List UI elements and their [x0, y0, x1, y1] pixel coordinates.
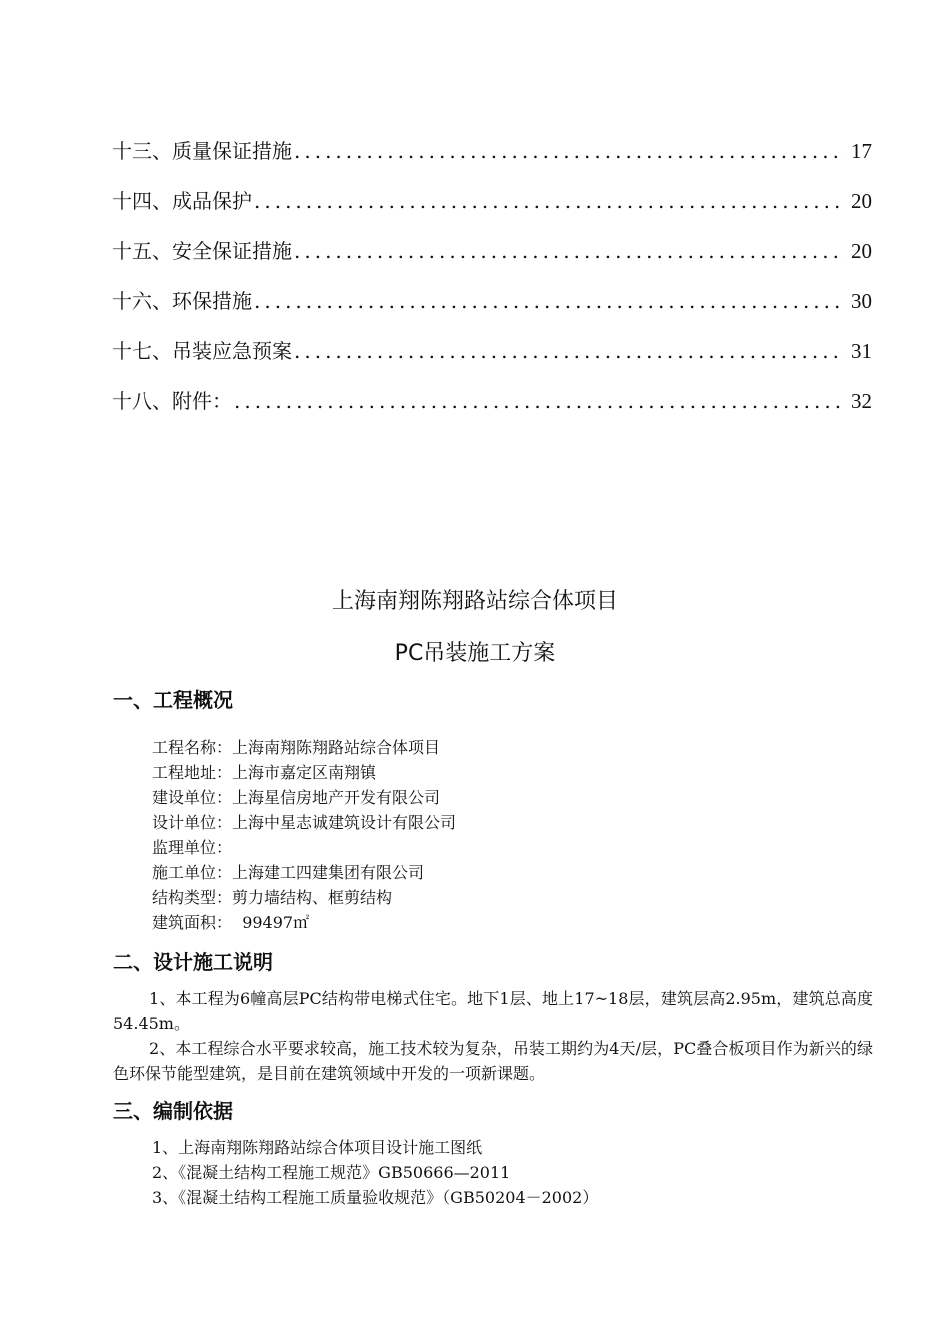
info-value: 剪力墙结构、框剪结构	[232, 888, 393, 907]
toc-entry-page: 20	[851, 239, 872, 263]
list-item: 2、《混凝土结构工程施工规范》GB50666—2011	[152, 1163, 511, 1182]
info-value: 上海南翔陈翔路站综合体项目	[232, 738, 441, 757]
toc-entry-page: 31	[851, 339, 872, 363]
document-title: 上海南翔陈翔路站综合体项目	[331, 589, 618, 614]
info-key: 工程名称：	[152, 738, 233, 757]
info-row	[152, 760, 456, 785]
info-value: 上海星信房地产开发有限公司	[232, 788, 441, 807]
toc-entry-page: 17	[851, 139, 872, 163]
paragraph: 1、本工程为6幢高层PC结构带电梯式住宅。地下1层、地上17~18层，建筑层高2.95m，建筑总高度54.45m。	[113, 989, 873, 1033]
toc-entry-label: 十五、安全保证措施	[112, 239, 292, 263]
toc-leader-dots	[294, 236, 845, 266]
reference-list	[152, 1135, 598, 1210]
toc-entry[interactable]	[112, 336, 872, 386]
info-key: 设计单位：	[152, 813, 233, 832]
toc-leader-dots	[294, 336, 845, 366]
toc-entry-label: 十四、成品保护	[112, 189, 252, 213]
info-row	[152, 810, 456, 835]
toc-entry[interactable]	[112, 236, 872, 286]
list-item: 3、《混凝土结构工程施工质量验收规范》（GB50204－2002）	[152, 1188, 599, 1207]
info-row	[152, 910, 456, 935]
toc-entry-page: 32	[851, 389, 872, 413]
info-value: 上海建工四建集团有限公司	[232, 863, 425, 882]
toc-entry-label: 十八、附件：	[112, 389, 232, 413]
toc-leader-dots	[234, 386, 845, 416]
info-key: 监理单位：	[152, 838, 233, 857]
toc-entry-page: 30	[851, 289, 872, 313]
info-key: 建筑面积：	[152, 913, 233, 932]
toc-leader-dots	[254, 286, 845, 316]
paragraph: 2、本工程综合水平要求较高，施工技术较为复杂，吊装工期约为4天/层，PC叠合板项目作为新兴的绿色环保节能型建筑，是目前在建筑领域中开发的一项新课题。	[113, 1039, 873, 1083]
info-key: 施工单位：	[152, 863, 233, 882]
info-value: 99497㎡	[232, 913, 310, 932]
toc-leader-dots	[254, 186, 845, 216]
toc-entry[interactable]	[112, 136, 872, 186]
toc-leader-dots	[294, 136, 845, 166]
info-value: 上海市嘉定区南翔镇	[232, 763, 377, 782]
document-subtitle: PC吊装施工方案	[394, 641, 556, 666]
toc-entry[interactable]	[112, 386, 872, 436]
section-heading-basis: 三、编制依据	[113, 1099, 233, 1123]
section-heading-design-notes: 二、设计施工说明	[113, 950, 273, 974]
toc-entry[interactable]	[112, 286, 872, 336]
section-heading-overview: 一、工程概况	[113, 688, 233, 712]
info-row	[152, 835, 456, 860]
info-row	[152, 785, 456, 810]
toc-entry-page: 20	[851, 189, 872, 213]
info-row	[152, 885, 456, 910]
project-info-list	[152, 735, 456, 935]
toc-entry-label: 十三、质量保证措施	[112, 139, 292, 163]
info-key: 结构类型：	[152, 888, 233, 907]
info-row	[152, 860, 456, 885]
toc-entry[interactable]	[112, 186, 872, 236]
list-item: 1、上海南翔陈翔路站综合体项目设计施工图纸	[152, 1138, 483, 1157]
table-of-contents	[112, 136, 872, 436]
toc-entry-label: 十六、环保措施	[112, 289, 252, 313]
info-key: 工程地址：	[152, 763, 233, 782]
info-value: 上海中星志诚建筑设计有限公司	[232, 813, 457, 832]
toc-entry-label: 十七、吊装应急预案	[112, 339, 292, 363]
info-row	[152, 735, 456, 760]
info-key: 建设单位：	[152, 788, 233, 807]
